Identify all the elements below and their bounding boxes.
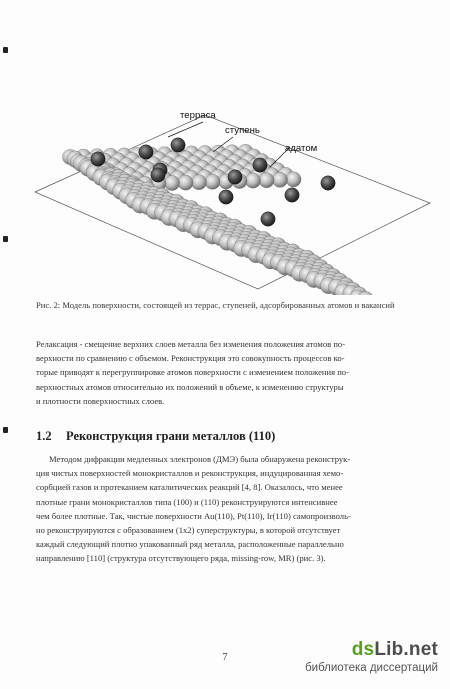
text-line: Методом дифракции медленных электронов (ДМЭ) была обнаружена реконструк- — [49, 454, 351, 464]
substrate-plane — [35, 115, 430, 289]
surface-model-figure — [30, 85, 435, 295]
text-line: сорбцией газов и протеканием каталитических реакций [4, 8]. Оказалось, что менее — [36, 482, 343, 493]
figure-caption: Рис. 2: Модель поверхности, состоящей из террас, ступеней, адсорбированных атомов и вакансий — [36, 300, 395, 310]
text-line: направлению [110] (структура отсутствующего ряда, missing-row, MR) (рис. 3). — [36, 553, 326, 564]
text-line: но реконструируются с образованием (1х2) суперструктуры, в которой отсутствует — [36, 525, 341, 536]
atom — [178, 175, 193, 190]
text-line: каждый следующий плотно упакованный ряд металла, расположенные параллельно — [36, 539, 344, 550]
adsorbed-atom — [321, 176, 335, 190]
adsorbed-atom — [261, 212, 275, 226]
text-line: ция чистых поверхностей монокристаллов и реконструкция, индуцированная хемо- — [36, 468, 344, 479]
adsorbed-atom — [171, 138, 185, 152]
dslib-subtitle: библиотека диссертаций — [305, 662, 438, 674]
atom — [205, 174, 220, 189]
adsorbed-atom — [91, 152, 105, 166]
adsorbed-atom — [139, 145, 153, 159]
section-title: Реконструкция грани металлов (110) — [66, 429, 276, 443]
section-heading — [36, 429, 275, 444]
relaxation-paragraph — [36, 337, 414, 408]
label-terrace: терраса — [180, 110, 216, 121]
atom — [191, 175, 206, 190]
atom — [286, 172, 301, 187]
atom-lattice — [62, 144, 380, 295]
atom — [245, 173, 260, 188]
adsorbed-atom — [151, 168, 165, 182]
binding-mark — [3, 236, 8, 242]
label-adatom: адатом — [285, 143, 318, 154]
text-line: плотные грани монокристаллов типа (100) и (110) реконструируются интенсивнее — [36, 496, 338, 507]
atom — [164, 175, 179, 190]
adsorbed-atom — [219, 190, 233, 204]
dslib-logo: dsLib.net — [351, 639, 438, 660]
text-line: и плотности поверхностных слоев. — [36, 395, 165, 406]
adsorbed-atom — [253, 158, 267, 172]
text-line: чем более плотные. Так, чистые поверхности Au(110), Pt(110), Ir(110) самопроизволь- — [36, 510, 351, 521]
binding-mark — [3, 427, 8, 433]
label-step: ступень — [225, 125, 260, 136]
text-line: торые приводят к перегруппировке атомов поверхности с изменением положения по- — [36, 367, 349, 378]
page-number: 7 — [222, 652, 228, 663]
dslib-watermark[interactable] — [305, 639, 438, 674]
text-line: верхностных атомов относительно их положений в объеме, к изменению структуры — [36, 381, 344, 392]
atom — [272, 172, 287, 187]
text-line: Релаксация - смещение верхних слоев металла без изменения положения атомов по- — [36, 339, 346, 349]
text-line: верхности по сравнению с объемом. Реконструкция это совокупность процессов ко- — [36, 353, 345, 364]
reconstruction-paragraph — [36, 452, 414, 566]
binding-mark — [3, 47, 8, 53]
adsorbed-atom — [285, 188, 299, 202]
adsorbed-atom — [228, 170, 242, 184]
atom — [259, 173, 274, 188]
section-number: 1.2 — [36, 429, 52, 443]
